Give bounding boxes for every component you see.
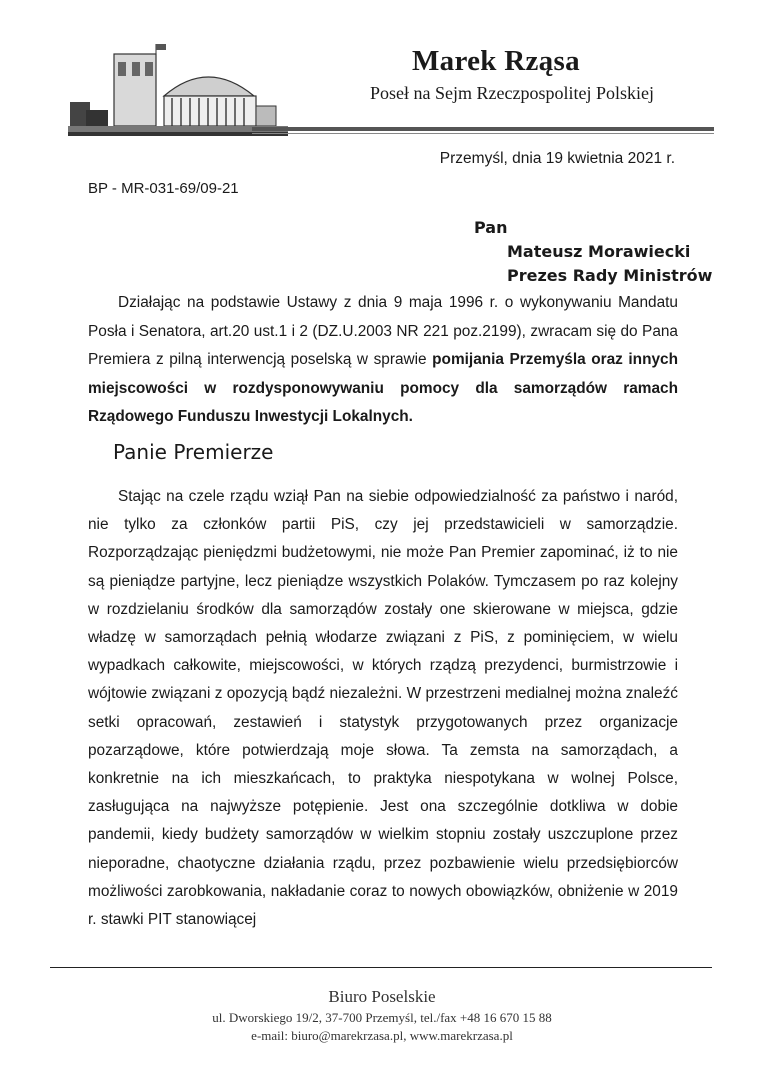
footer-title: Biuro Poselskie xyxy=(328,987,436,1006)
greeting: Panie Premierze xyxy=(113,440,274,464)
letter-date: Przemyśl, dnia 19 kwietnia 2021 r. xyxy=(439,150,675,167)
recipient-name: Mateusz Morawiecki xyxy=(507,242,691,261)
main-paragraph xyxy=(88,483,678,934)
footer-contact: e-mail: biuro@marekrzasa.pl, www.marekrzasa.pl xyxy=(251,1028,513,1043)
intro-paragraph xyxy=(88,289,678,432)
sender-name: Marek Rząsa xyxy=(412,45,580,77)
intro-text-bold: pomijania Przemyśla oraz innych miejscowości w rozdysponowywaniu pomocy dla samorządów ramach Rządowego Funduszu Inwestycji Lokalnych. xyxy=(88,351,678,425)
footer-address: ul. Dworskiego 19/2, 37-700 Przemyśl, tel./fax +48 16 670 15 88 xyxy=(212,1010,552,1025)
intro-text: Działając na podstawie Ustawy z dnia 9 maja 1996 r. o wykonywaniu Mandatu Posła i Senatora, art.20 ust.1 i 2 (DZ.U.2003 NR 221 poz.2199), zwracam się do Pana Premiera z pilną interwencją poselską w sprawie xyxy=(88,294,678,368)
sejm-building-logo xyxy=(68,40,288,140)
main-text: Stając na czele rządu wziął Pan na siebie odpowiedzialność za państwo i naród, nie tylko za członków partii PiS, czy jej przedstawicieli w samorządzie. Rozporządzając pieniędzmi budżetowymi, nie może Pan Premier zapominać, iż to nie są pieniądze partyjne, lecz pieniądze wszystkich Polaków. Tymczasem po raz kolejny w rozdzielaniu środków dla samorządów zostały one skierowane w miejsca, gdzie władzę w samorządach pełnią włodarze związani z PiS, z pominięciem, w wielu wypadkach całkowite, miejscowości, w których rządzą prezydenci, burmistrzowie i wójtowie związani z opozycją bądź niezależni. W przestrzeni medialnej można znaleźć setki opracowań, zestawień i statystyk przygotowanych przez organizacje pozarządowe, które potwierdzają moje słowa. Ta zemsta na samorządach, a konkretnie na ich mieszkańcach, to praktyka niespotykana w wolnej Polsce, zasługująca na najwyższe potępienie. Jest ona szczególnie dotkliwa w dobie pandemii, kiedy budżety samorządów w wielkim stopniu zostały uszczuplone przez nieporadne, chaotyczne działania rządu, przez pozbawienie wielu przedsiębiorców możliwości zarobkowania, nakładanie coraz to nowych obowiązków, obniżenie w 2019 r. stawki PIT stanowiącej xyxy=(88,488,678,929)
sender-title: Poseł na Sejm Rzeczpospolitej Polskiej xyxy=(370,83,654,103)
header-rule-thin xyxy=(252,133,714,134)
footer-rule xyxy=(50,967,712,968)
recipient-title: Prezes Rady Ministrów xyxy=(507,266,713,285)
reference-number: BP - MR-031-69/09-21 xyxy=(88,180,239,197)
header-rule xyxy=(252,127,714,131)
recipient-salutation: Pan xyxy=(474,218,508,237)
